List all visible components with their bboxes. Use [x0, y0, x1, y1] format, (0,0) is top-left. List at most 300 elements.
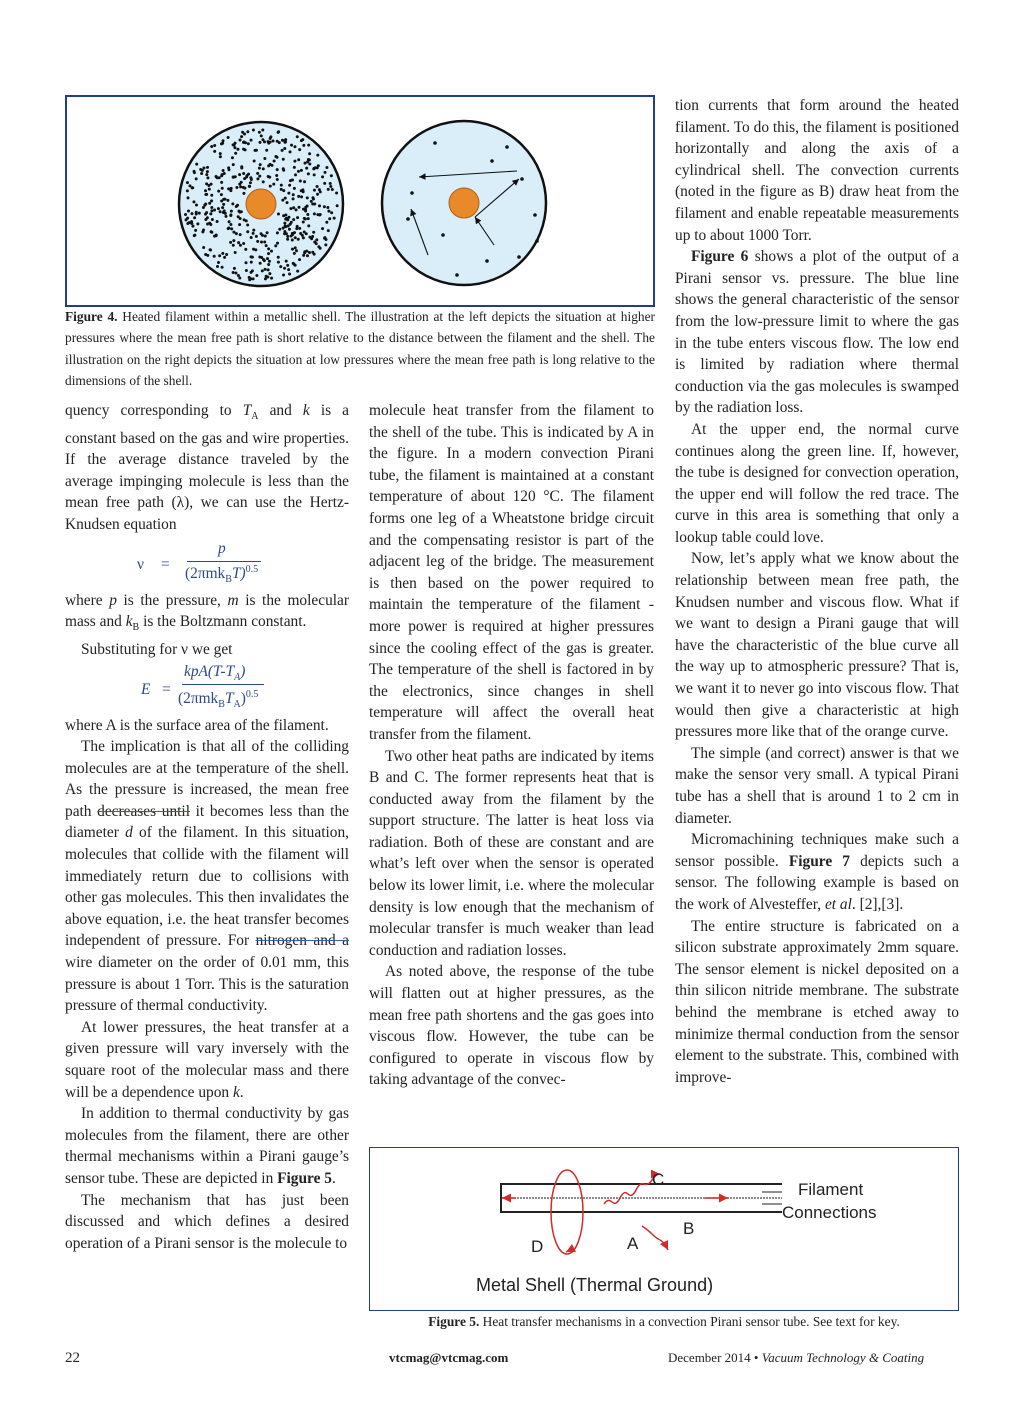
gas-molecule [310, 200, 313, 203]
gas-molecule [239, 185, 242, 188]
gas-molecule [223, 172, 226, 175]
gas-molecule [323, 236, 326, 239]
gas-molecule [307, 217, 310, 220]
equation-hertz-knudsen: ν = p $(2\pi mk_BT)^{0.5}$ [65, 542, 349, 586]
gas-molecule [307, 158, 310, 161]
figure-5-reference: Figure 5 [277, 1169, 332, 1187]
gas-molecule [210, 231, 213, 234]
gas-molecule [283, 232, 286, 235]
gas-molecule [238, 211, 241, 214]
footer-publication [668, 1350, 924, 1366]
gas-molecule [259, 163, 262, 166]
gas-molecule [190, 212, 193, 215]
gas-molecule [306, 196, 309, 199]
col2-paragraph-2: Two other heat paths are indicated by items B and C. The former represents heat that is conducted away from the filament by the support structure. The latter is heat loss via radiation. Both of these are constant and are what’s left over when the sensor is operated below its lower limit, i.e. where the molecular density is low enough that the mechanism of molecular transfer is much weaker than lead conduction and radiation losses. [369, 747, 654, 959]
gas-molecule [201, 230, 204, 233]
gas-molecule [199, 168, 202, 171]
gas-molecule [248, 185, 251, 188]
gas-molecule [319, 213, 322, 216]
gas-molecule [234, 251, 237, 254]
gas-molecule [255, 149, 258, 152]
gas-molecule [248, 278, 251, 281]
gas-molecule [209, 249, 212, 252]
gas-molecule [290, 235, 293, 238]
gas-molecule [220, 199, 223, 202]
gas-molecule [308, 162, 311, 165]
gas-molecule [235, 186, 238, 189]
label-d: D [531, 1237, 544, 1256]
label-a: A [627, 1234, 639, 1253]
gas-molecule [297, 195, 300, 198]
gas-molecule [224, 212, 227, 215]
gas-molecule [300, 139, 303, 142]
col3-paragraph-1: tion currents that form around the heated filament. To do this, the filament is positioned horizontally and along the axis of a cylindrical shell. The convection currents (noted in the figure as B) draw heat from the filament and enable repeatable measurements up to about 1000 Torr. [675, 97, 959, 244]
gas-molecule [289, 150, 292, 153]
gas-molecule [268, 176, 271, 179]
gas-molecule [244, 248, 247, 251]
col3-paragraph-3: At the upper end, the normal curve continues along the green line. If, however, the tube is designed for convection operation, the upper end will follow the red trace. The curve in this area is something that only a lookup table could love. [675, 420, 959, 546]
gas-molecule [234, 152, 237, 155]
gas-molecule [292, 197, 295, 200]
gas-molecule [308, 251, 311, 254]
gas-molecule [280, 184, 283, 187]
gas-molecule [213, 209, 216, 212]
gas-molecule [268, 272, 271, 275]
gas-molecule [237, 215, 240, 218]
gas-molecule [268, 260, 271, 263]
gas-molecule [232, 239, 235, 242]
gas-molecule [297, 170, 300, 173]
gas-molecule [258, 141, 261, 144]
gas-molecule [305, 167, 308, 170]
gas-molecule [242, 148, 245, 151]
gas-molecule [282, 158, 285, 161]
gas-molecule [235, 205, 238, 208]
gas-molecule [267, 268, 270, 271]
gas-molecule [410, 191, 414, 195]
page-number: 22 [65, 1350, 80, 1366]
gas-molecule [307, 144, 310, 147]
gas-molecule [323, 205, 326, 208]
gas-molecule [295, 208, 298, 211]
gas-molecule [195, 211, 198, 214]
gas-molecule [325, 221, 328, 224]
gas-molecule [245, 219, 248, 222]
gas-molecule [295, 227, 298, 230]
gas-molecule [246, 130, 249, 133]
gas-molecule [245, 261, 248, 264]
gas-molecule [306, 213, 309, 216]
col3-paragraph-6: Micromachining techniques make such a sensor possible. Figure 7 depicts such a sensor. The following example is based on the work of Alvesteffer, et al. [2],[3]. [675, 831, 959, 913]
gas-molecule [286, 235, 289, 238]
gas-molecule [293, 187, 296, 190]
gas-molecule [266, 231, 269, 234]
gas-molecule [242, 172, 245, 175]
gas-molecule [274, 155, 277, 158]
gas-molecule [252, 229, 255, 232]
gas-molecule [250, 271, 253, 274]
figure-4-label: Figure 4. [65, 309, 118, 324]
label-b: B [683, 1219, 695, 1238]
gas-molecule [270, 250, 273, 253]
gas-molecule [288, 272, 291, 275]
gas-molecule [276, 242, 279, 245]
gas-molecule [485, 259, 489, 263]
col3-paragraph-4: Now, let’s apply what we know about the relationship between mean free path, the Knudsen number and viscous flow. What if we want to design a Pirani gauge that will have the characteristic of the blue curve all the way up to atmospheric pressure? That is, we want it to never go into viscous flow. That would then give a characteristic at high pressures more like that of the orange curve. [675, 550, 959, 741]
gas-molecule [210, 199, 213, 202]
gas-molecule [264, 234, 267, 237]
gas-molecule [290, 144, 293, 147]
gas-molecule [294, 264, 297, 267]
gas-molecule [282, 274, 285, 277]
gas-molecule [240, 135, 243, 138]
gas-molecule [232, 244, 235, 247]
col1-paragraph-6: At lower pressures, the heat transfer at a given pressure will vary inversely with the square root of the molecular mass and there will be a dependence upon k. [65, 1018, 349, 1101]
gas-molecule [227, 166, 230, 169]
gas-molecule [278, 141, 281, 144]
gas-molecule [298, 206, 301, 209]
gas-molecule [225, 253, 228, 256]
gas-molecule [281, 199, 284, 202]
gas-molecule [250, 236, 253, 239]
gas-molecule [323, 182, 326, 185]
gas-molecule [213, 235, 216, 238]
gas-molecule [195, 177, 198, 180]
gas-molecule [210, 145, 213, 148]
label-c: C [652, 1170, 665, 1189]
gas-molecule [277, 261, 280, 264]
gas-molecule [260, 134, 263, 137]
gas-molecule [192, 200, 195, 203]
gas-molecule [303, 162, 306, 165]
gas-molecule [230, 210, 233, 213]
gas-molecule [316, 166, 319, 169]
gas-molecule [219, 152, 222, 155]
gas-molecule [303, 250, 306, 253]
figure-5-caption-text: Heat transfer mechanisms in a convection Pirani sensor tube. See text for key. [479, 1314, 900, 1329]
gas-molecule [313, 212, 316, 215]
gas-molecule [283, 147, 286, 150]
gas-molecule [209, 223, 212, 226]
gas-molecule [287, 216, 290, 219]
gas-molecule [226, 199, 229, 202]
filament-right [449, 188, 479, 218]
gas-molecule [229, 223, 232, 226]
gas-molecule [303, 217, 306, 220]
gas-molecule [287, 225, 290, 228]
gas-molecule [293, 252, 296, 255]
col1-paragraph-5: The implication is that all of the colliding molecules are at the temperature of the shell. As the pressure is increased, the mean free path decreases until it becomes less than the diameter d of the filament. In this situation, molecules that collide with the filament will immediately return due to collisions with other gas molecules. This then invalidates the above equation, i.e. the heat transfer becomes independent of pressure. For nitrogen and a wire diameter on the order of 0.01 mm, this pressure is about 1 Torr. This is the saturation pressure of thermal conductivity. [65, 738, 349, 1015]
gas-molecule [253, 159, 256, 162]
gas-molecule [229, 241, 232, 244]
gas-molecule [200, 172, 203, 175]
gas-molecule [204, 189, 207, 192]
gas-molecule [333, 217, 336, 220]
gas-molecule [206, 254, 209, 257]
gas-molecule [234, 271, 237, 274]
gas-molecule [269, 185, 272, 188]
figure-5-caption [369, 1312, 959, 1332]
gas-molecule [242, 242, 245, 245]
figure-7-reference: Figure 7 [788, 852, 850, 870]
gas-molecule [505, 145, 509, 149]
gas-molecule [202, 167, 205, 170]
gas-molecule [234, 175, 237, 178]
gas-molecule [292, 193, 295, 196]
column-1 [65, 400, 349, 1254]
gas-molecule [264, 268, 267, 271]
connections-label: Connections [782, 1203, 877, 1222]
gas-molecule [327, 229, 330, 232]
gas-molecule [517, 255, 521, 259]
gas-molecule [301, 188, 304, 191]
gas-molecule [231, 202, 234, 205]
gas-molecule [222, 169, 225, 172]
gas-molecule [285, 260, 288, 263]
gas-molecule [329, 182, 332, 185]
gas-molecule [222, 203, 225, 206]
gas-molecule [307, 224, 310, 227]
col2-paragraph-3: As noted above, the response of the tube will flatten out at higher pressures, as the mean free path shortens and the gas goes into viscous flow. However, the tube can be configured to operate in viscous flow by taking advantage of the convec- [369, 963, 654, 1089]
gas-molecule [308, 152, 311, 155]
gas-molecule [312, 197, 315, 200]
gas-molecule [263, 241, 266, 244]
gas-molecule [283, 267, 286, 270]
col1-paragraph-8: The mechanism that has just been discussed and which defines a desired operation of a Pirani sensor is the molecule to [65, 1191, 349, 1252]
gas-molecule [313, 189, 316, 192]
gas-molecule [246, 230, 249, 233]
footer-journal: Vacuum Technology & Coating [761, 1350, 925, 1365]
gas-molecule [186, 217, 189, 220]
gas-molecule [301, 234, 304, 237]
gas-molecule [205, 193, 208, 196]
gas-molecule [305, 232, 308, 235]
gas-molecule [291, 248, 294, 251]
gas-molecule [256, 177, 259, 180]
gas-molecule [216, 265, 219, 268]
gas-molecule [220, 142, 223, 145]
gas-molecule [266, 276, 269, 279]
gas-molecule [262, 180, 265, 183]
gas-molecule [221, 252, 224, 255]
gas-molecule [329, 185, 332, 188]
gas-molecule [289, 179, 292, 182]
gas-molecule [296, 270, 299, 273]
gas-molecule [302, 144, 305, 147]
col1-paragraph-3: Substituting for ν we get [81, 640, 233, 658]
gas-molecule [249, 181, 252, 184]
gas-molecule [219, 155, 222, 158]
gas-molecule [206, 170, 209, 173]
gas-molecule [206, 176, 209, 179]
gas-molecule [187, 196, 190, 199]
gas-molecule [296, 135, 299, 138]
gas-molecule [223, 198, 226, 201]
gas-molecule [331, 188, 334, 191]
gas-molecule [292, 218, 295, 221]
gas-molecule [213, 150, 216, 153]
gas-molecule [206, 216, 209, 219]
col2-paragraph-1: molecule heat transfer from the filament to the shell of the tube. This is indicated by A in the figure. In a modern convection Pirani tube, the filament is maintained at a constant temperature of about 120 °C. The filament forms one leg of a Wheatstone bridge circuit and the compensating resistor is part of the adjacent leg of the bridge. The measurement is then based on the power required to maintain the temperature of the filament - more power is required at higher pressures since the cooling effect of the gas is greater. The temperature of the shell is factored in by the electronics, since changes in shell temperature will affect the overall heat transfer from the filament. [369, 402, 654, 743]
gas-molecule [274, 244, 277, 247]
figure-4-caption-text: Heated filament within a metallic shell. The illustration at the left depicts the situation at higher pressures where the mean free path is short relative to the distance between the filament and the shell. The illustration on the right depicts the situation at low pressures where the mean free path is long relative to the dimensions of the shell. [65, 309, 655, 388]
gas-molecule [304, 208, 307, 211]
gas-molecule [293, 166, 296, 169]
gas-molecule [250, 178, 253, 181]
gas-molecule [184, 213, 187, 216]
gas-molecule [245, 269, 248, 272]
gas-molecule [220, 181, 223, 184]
gas-molecule [294, 246, 297, 249]
gas-molecule [276, 168, 279, 171]
gas-molecule [275, 174, 278, 177]
gas-molecule [243, 177, 246, 180]
gas-molecule [294, 236, 297, 239]
gas-molecule [282, 214, 285, 217]
gas-molecule [237, 241, 240, 244]
gas-molecule [319, 247, 322, 250]
figure-6-reference: Figure 6 [691, 248, 749, 266]
gas-molecule [306, 254, 309, 257]
gas-molecule [232, 231, 235, 234]
gas-molecule [215, 175, 218, 178]
gas-molecule [406, 217, 410, 221]
gas-molecule [316, 154, 319, 157]
gas-molecule [247, 173, 250, 176]
gas-molecule [263, 259, 266, 262]
gas-molecule [219, 210, 222, 213]
col3-paragraph-7: The entire structure is fabricated on a silicon substrate approximately 2mm square. The sensor element is nickel deposited on a thin silicon nitride membrane. The substrate behind the membrane is etched away to minimize thermal conduction from the sensor element to the substrate. This, combined with improve- [675, 917, 959, 1086]
gas-molecule [281, 149, 284, 152]
gas-molecule [441, 233, 445, 237]
gas-molecule [330, 174, 333, 177]
gas-molecule [250, 139, 253, 142]
gas-molecule [286, 238, 289, 241]
figure-4-frame [65, 95, 655, 307]
gas-molecule [307, 172, 310, 175]
gas-molecule [227, 136, 230, 139]
gas-molecule [335, 192, 338, 195]
gas-molecule [202, 246, 205, 249]
gas-molecule [231, 156, 234, 159]
gas-molecule [328, 217, 331, 220]
equation-energy: E = $kpA(T-T_A)$ $(2\pi mk_BT_A)^{0.5}$ [65, 667, 349, 711]
gas-molecule [455, 273, 459, 277]
gas-molecule [260, 241, 263, 244]
gas-molecule [218, 254, 221, 257]
gas-molecule [238, 276, 241, 279]
gas-molecule [258, 167, 261, 170]
gas-molecule [242, 186, 245, 189]
gas-molecule [283, 141, 286, 144]
gas-molecule [270, 164, 273, 167]
gas-molecule [227, 226, 230, 229]
gas-molecule [193, 234, 196, 237]
gas-molecule [194, 229, 197, 232]
gas-molecule [272, 140, 275, 143]
gas-molecule [251, 256, 254, 259]
filament-left [246, 189, 276, 219]
gas-molecule [277, 213, 280, 216]
gas-molecule [433, 141, 437, 145]
gas-molecule [256, 172, 259, 175]
gas-molecule [232, 271, 235, 274]
gas-molecule [213, 255, 216, 258]
gas-molecule [186, 181, 189, 184]
gas-molecule [260, 256, 263, 259]
gas-molecule [230, 227, 233, 230]
gas-molecule [269, 135, 272, 138]
gas-molecule [292, 206, 295, 209]
gas-molecule [327, 188, 330, 191]
gas-molecule [297, 238, 300, 241]
col3-paragraph-5: The simple (and correct) answer is that we make the sensor very small. A typical Pirani tube has a shell that is around 1 to 2 cm in diameter. [675, 744, 959, 827]
gas-molecule [289, 207, 292, 210]
gas-molecule [258, 175, 261, 178]
gas-molecule [262, 167, 265, 170]
gas-molecule [228, 220, 231, 223]
gas-molecule [286, 264, 289, 267]
gas-molecule [193, 170, 196, 173]
gas-molecule [213, 144, 216, 147]
figure-5-frame [369, 1147, 959, 1311]
gas-molecule [321, 175, 324, 178]
gas-molecule [330, 211, 333, 214]
gas-molecule [209, 212, 212, 215]
gas-molecule [244, 141, 247, 144]
gas-molecule [311, 235, 314, 238]
gas-molecule [221, 266, 224, 269]
gas-molecule [239, 233, 242, 236]
gas-molecule [267, 140, 270, 143]
gas-molecule [191, 186, 194, 189]
gas-molecule [250, 261, 253, 264]
gas-molecule [220, 174, 223, 177]
gas-molecule [296, 216, 299, 219]
gas-molecule [293, 160, 296, 163]
gas-molecule [294, 173, 297, 176]
gas-molecule [187, 210, 190, 213]
gas-molecule [279, 265, 282, 268]
gas-molecule [206, 166, 209, 169]
gas-molecule [265, 149, 268, 152]
gas-molecule [241, 131, 244, 134]
gas-molecule [298, 227, 301, 230]
gas-molecule [188, 221, 191, 224]
figure-5-diagram [370, 1148, 958, 1310]
gas-molecule [267, 263, 270, 266]
gas-molecule [252, 129, 255, 132]
gas-molecule [336, 204, 339, 207]
gas-molecule [327, 210, 330, 213]
gas-molecule [236, 148, 239, 151]
gas-molecule [288, 184, 291, 187]
gas-molecule [311, 203, 314, 206]
gas-molecule [193, 216, 196, 219]
gas-molecule [240, 165, 243, 168]
gas-molecule [272, 183, 275, 186]
gas-molecule [315, 238, 318, 241]
gas-molecule [208, 202, 211, 205]
gas-molecule [258, 131, 261, 134]
gas-molecule [277, 130, 280, 133]
gas-molecule [208, 188, 211, 191]
gas-molecule [216, 220, 219, 223]
gas-molecule [277, 256, 280, 259]
gas-molecule [520, 177, 524, 181]
gas-molecule [255, 235, 258, 238]
gas-molecule [217, 261, 220, 264]
